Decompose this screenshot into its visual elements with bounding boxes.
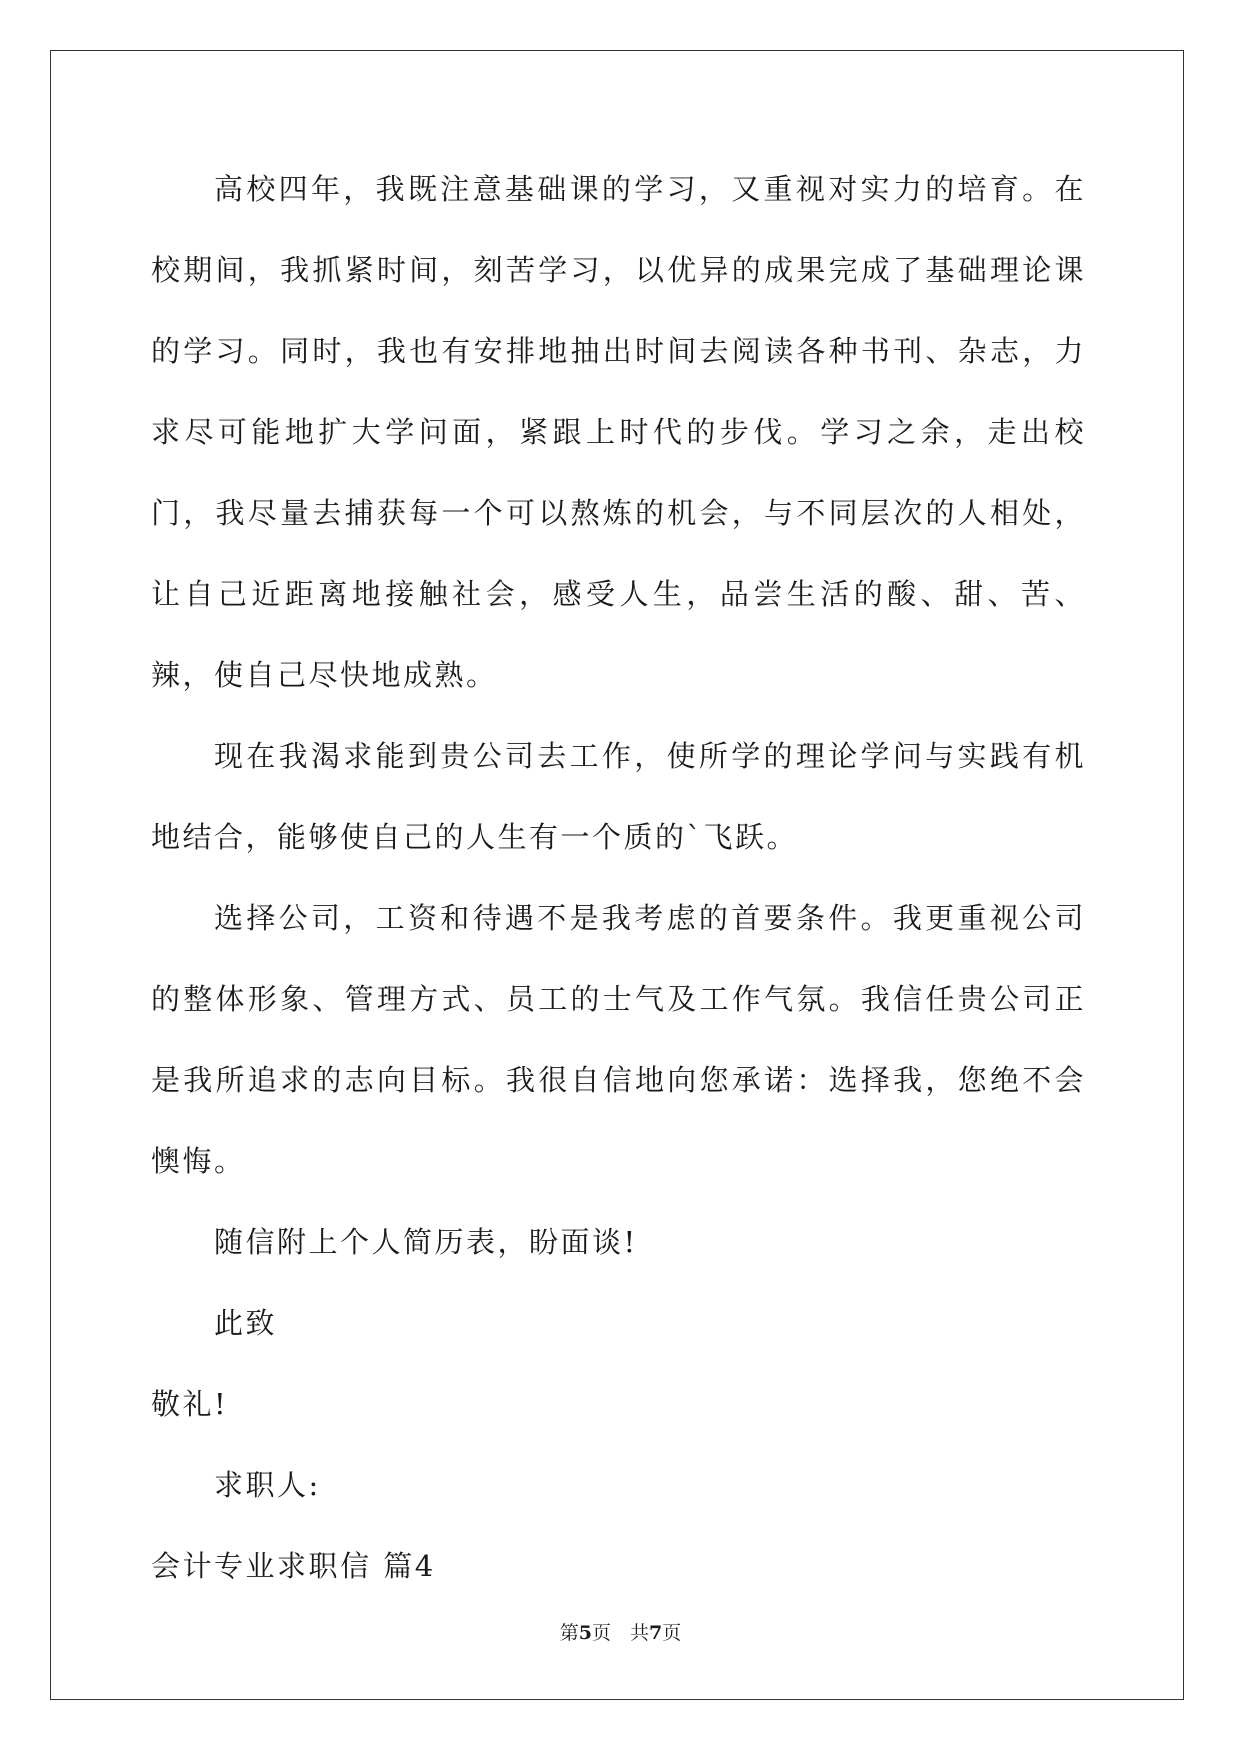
closing-regards: 敬礼! <box>151 1387 229 1421</box>
footer-prefix: 第 <box>559 1622 579 1644</box>
footer-mid: 页 共 <box>591 1622 649 1644</box>
page-footer <box>0 1618 1241 1645</box>
closing-salutation: 此致 <box>214 1306 278 1340</box>
signature-line: 求职人: <box>214 1468 321 1502</box>
letter-body <box>151 149 1086 1607</box>
paragraph-aspiration: 现在我渴求能到贵公司去工作，使所学的理论学问与实践有机地结合，能够使自己的人生有一个质的`飞跃。 <box>151 739 1086 854</box>
footer-page-number: 5 <box>578 1622 592 1644</box>
paragraph-attachment: 随信附上个人简历表，盼面谈! <box>214 1225 638 1259</box>
footer-suffix: 页 <box>662 1622 682 1644</box>
paragraph-company-choice: 选择公司，工资和待遇不是我考虑的首要条件。我更重视公司的整体形象、管理方式、员工的士气及工作气氛。我信任贵公司正是我所追求的志向目标。我很自信地向您承诺：选择我，您绝不会懊悔。 <box>151 901 1086 1178</box>
footer-total-pages: 7 <box>649 1622 663 1644</box>
paragraph-study: 高校四年，我既注意基础课的学习，又重视对实力的培育。在校期间，我抓紧时间，刻苦学习，以优异的成果完成了基础理论课的学习。同时，我也有安排地抽出时间去阅读各种书刊、杂志，力求尽可能地扩大学问面，紧跟上时代的步伐。学习之余，走出校门，我尽量去捕获每一个可以熬炼的机会，与不同层次的人相处，让自己近距离地接触社会，感受人生，品尝生活的酸、甜、苦、辣，使自己尽快地成熟。 <box>151 172 1086 692</box>
section-heading: 会计专业求职信 篇4 <box>151 1549 436 1583</box>
